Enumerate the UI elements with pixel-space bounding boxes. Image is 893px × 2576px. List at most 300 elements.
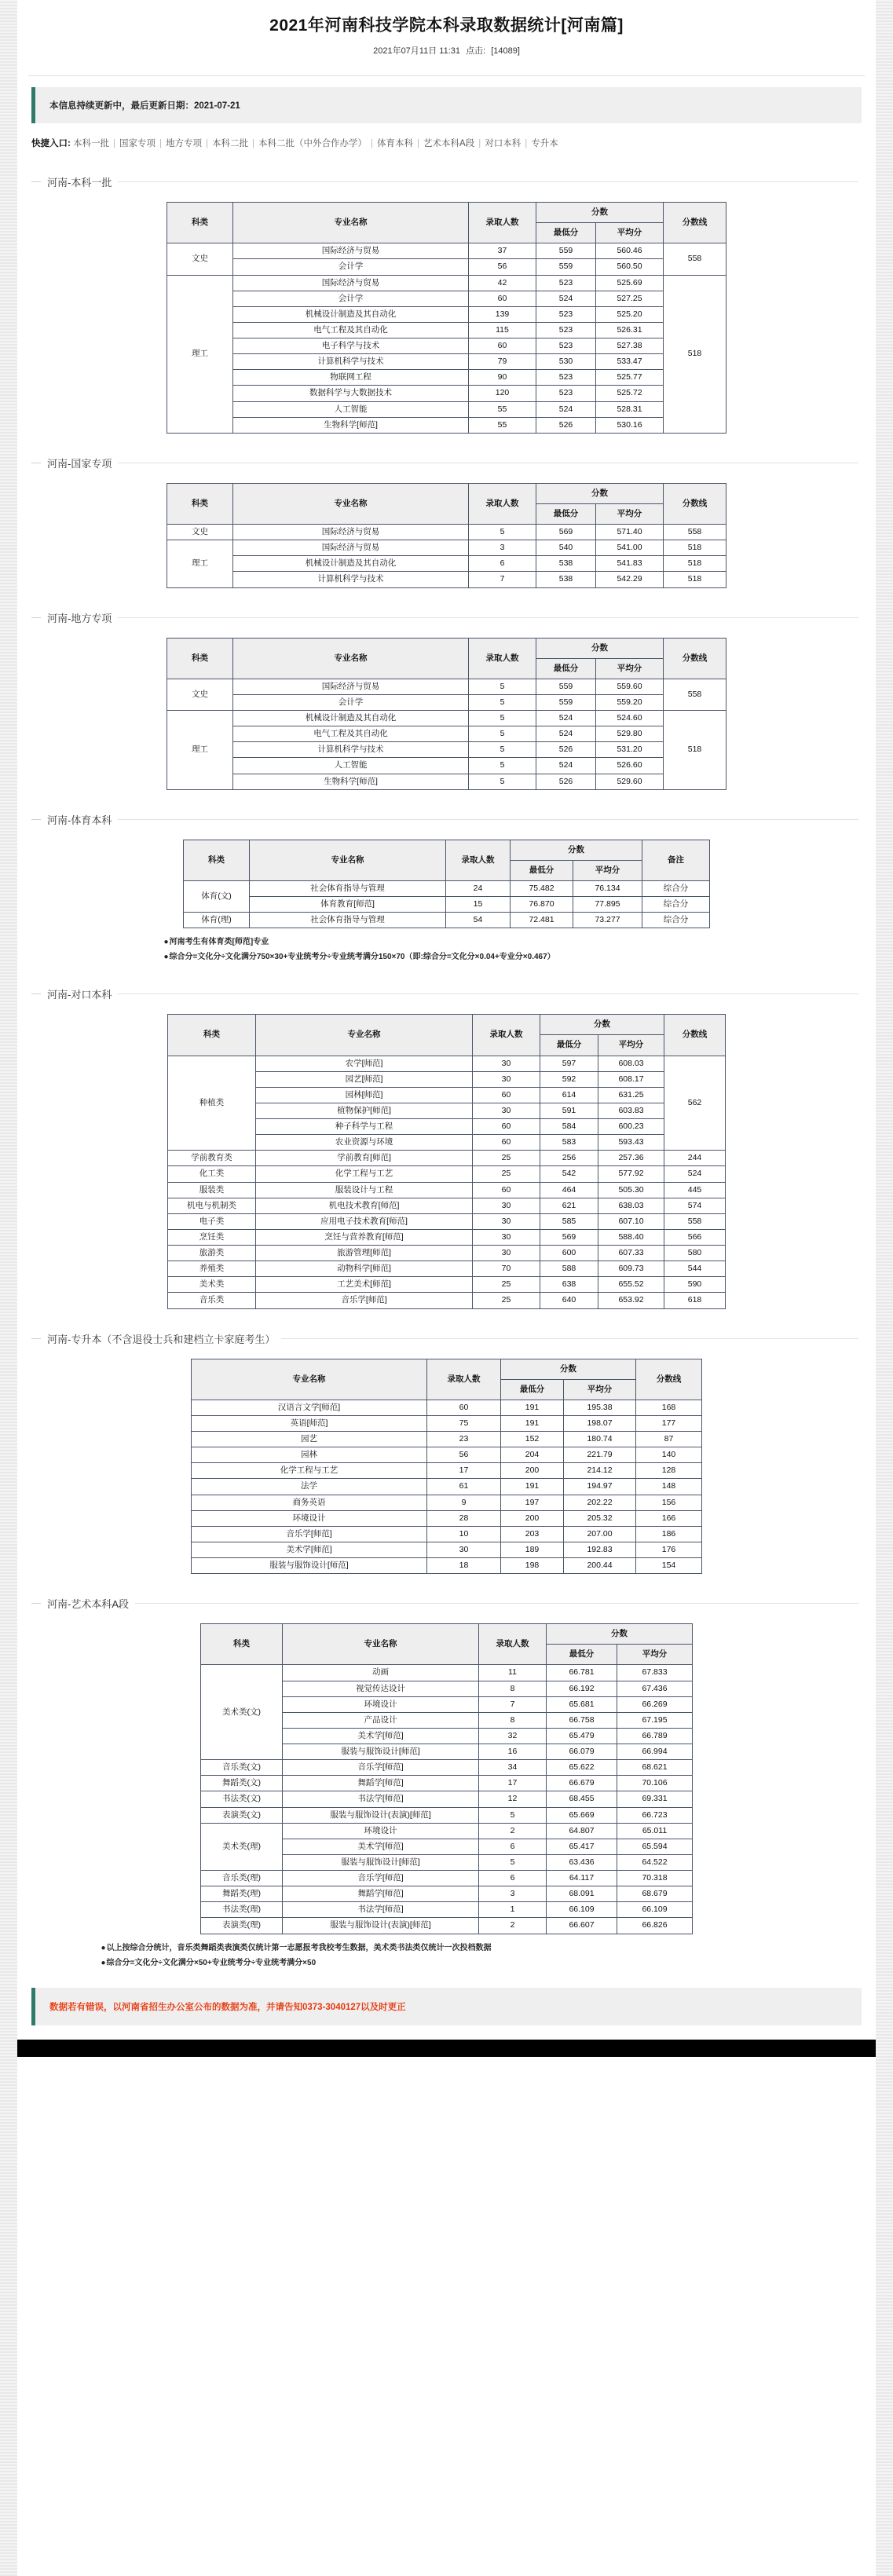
table-row bbox=[167, 694, 726, 710]
table-zsb bbox=[191, 1359, 702, 1575]
notes-inner bbox=[164, 935, 730, 964]
cell-min-score: 200 bbox=[501, 1510, 564, 1526]
quick-link-2[interactable]: 国家专项 bbox=[119, 139, 156, 149]
cell-enrolled: 60 bbox=[473, 1182, 540, 1198]
cell-avg-score: 527.25 bbox=[596, 291, 664, 306]
left-edge-decoration bbox=[0, 0, 17, 2576]
table-wrapper bbox=[17, 1014, 876, 1308]
cell-enrolled: 60 bbox=[469, 338, 536, 354]
cell-enrolled: 60 bbox=[427, 1400, 501, 1415]
table-row bbox=[192, 1495, 702, 1510]
table-row bbox=[167, 243, 726, 259]
cell-avg-score: 202.22 bbox=[564, 1495, 636, 1510]
cell-enrolled: 60 bbox=[469, 291, 536, 306]
cell-avg-score: 593.43 bbox=[598, 1135, 664, 1151]
cell-enrolled: 5 bbox=[469, 726, 536, 742]
cell-min-score: 600 bbox=[540, 1246, 598, 1261]
quick-links-list bbox=[73, 139, 558, 148]
cell-min-score: 542 bbox=[540, 1166, 598, 1182]
cell-avg-score: 529.80 bbox=[596, 726, 664, 742]
cell-avg-score: 608.17 bbox=[598, 1071, 664, 1087]
cell-score-line: 574 bbox=[664, 1198, 726, 1213]
cell-min-score: 538 bbox=[536, 572, 596, 587]
cell-avg-score: 609.73 bbox=[598, 1261, 664, 1277]
table-head bbox=[184, 840, 710, 880]
cell-major: 机电技术教育[师范] bbox=[256, 1198, 473, 1213]
cell-major: 商务英语 bbox=[192, 1495, 427, 1510]
cell-major: 电子科学与技术 bbox=[233, 338, 469, 354]
cell-category: 音乐类 bbox=[168, 1293, 256, 1308]
quick-link-9[interactable]: 专升本 bbox=[531, 139, 558, 149]
cell-avg-score: 541.83 bbox=[596, 556, 664, 572]
cell-min-score: 523 bbox=[536, 322, 596, 338]
cell-avg-score: 527.38 bbox=[596, 338, 664, 354]
cell-category: 美术类(理) bbox=[201, 1823, 283, 1870]
cell-enrolled: 34 bbox=[479, 1760, 547, 1776]
cell-major: 计算机科学与技术 bbox=[233, 354, 469, 370]
section-header bbox=[17, 986, 876, 1001]
header-row-top bbox=[167, 483, 726, 503]
table-body bbox=[167, 679, 726, 789]
cell-avg-score: 531.20 bbox=[596, 742, 664, 758]
cell-enrolled: 55 bbox=[469, 401, 536, 417]
table-row bbox=[192, 1463, 702, 1479]
table-row bbox=[168, 1056, 726, 1071]
cell-score-line: 558 bbox=[664, 1213, 726, 1229]
column-header: 分数 bbox=[536, 638, 664, 658]
column-header: 专业名称 bbox=[233, 483, 469, 524]
table-row bbox=[167, 525, 726, 540]
cell-min-score: 65.669 bbox=[547, 1807, 617, 1823]
column-header: 科类 bbox=[201, 1624, 283, 1665]
section-dash bbox=[31, 819, 41, 820]
cell-avg-score: 607.33 bbox=[598, 1246, 664, 1261]
cell-avg-score: 67.436 bbox=[617, 1681, 693, 1696]
cell-min-score: 76.870 bbox=[511, 897, 573, 913]
cell-min-score: 75.482 bbox=[511, 880, 573, 896]
quick-link-3[interactable]: 地方专项 bbox=[166, 139, 203, 149]
section-notes bbox=[17, 935, 876, 964]
table-head bbox=[201, 1624, 693, 1665]
cell-major: 国际经济与贸易 bbox=[233, 525, 469, 540]
cell-major: 国际经济与贸易 bbox=[233, 679, 469, 694]
section-dash bbox=[31, 181, 41, 182]
quick-link-5[interactable]: 本科二批（中外合作办学） bbox=[258, 139, 368, 149]
column-header: 录取人数 bbox=[479, 1624, 547, 1665]
cell-avg-score: 65.011 bbox=[617, 1823, 693, 1839]
cell-enrolled: 25 bbox=[473, 1277, 540, 1293]
cell-major: 服装与服饰设计[师范] bbox=[192, 1558, 427, 1574]
quick-link-7[interactable]: 艺术本科A段 bbox=[423, 139, 475, 149]
cell-major: 数据科学与大数据技术 bbox=[233, 386, 469, 401]
cell-category: 舞蹈类(理) bbox=[201, 1886, 283, 1902]
column-header: 分数 bbox=[536, 203, 664, 223]
column-header: 平均分 bbox=[598, 1035, 664, 1056]
column-header: 录取人数 bbox=[427, 1359, 501, 1400]
bullet-icon: ● bbox=[101, 1943, 106, 1952]
quick-link-separator: | bbox=[252, 139, 255, 149]
cell-major: 计算机科学与技术 bbox=[233, 742, 469, 758]
section-zsb bbox=[17, 1331, 876, 1575]
cell-major: 园艺[师范] bbox=[256, 1071, 473, 1087]
table-row bbox=[167, 386, 726, 401]
cell-enrolled: 60 bbox=[473, 1087, 540, 1103]
table-row bbox=[201, 1791, 693, 1807]
cell-major: 动画 bbox=[283, 1665, 479, 1681]
table-row bbox=[168, 1277, 726, 1293]
cell-enrolled: 7 bbox=[469, 572, 536, 587]
header-row-top bbox=[168, 1015, 726, 1035]
cell-min-score: 584 bbox=[540, 1119, 598, 1135]
cell-enrolled: 6 bbox=[479, 1839, 547, 1854]
cell-major: 舞蹈学[师范] bbox=[283, 1776, 479, 1791]
cell-major: 机械设计制造及其自动化 bbox=[233, 556, 469, 572]
cell-min-score: 198 bbox=[501, 1558, 564, 1574]
cell-score-line: 518 bbox=[664, 275, 726, 433]
cell-major: 音乐学[师范] bbox=[283, 1871, 479, 1886]
cell-category: 旅游类 bbox=[168, 1246, 256, 1261]
column-header: 最低分 bbox=[536, 503, 596, 524]
cell-min-score: 592 bbox=[540, 1071, 598, 1087]
note-text: 综合分=文化分÷文化满分×50+专业统考分÷专业统考满分×50 bbox=[106, 1958, 317, 1967]
cell-min-score: 72.481 bbox=[511, 913, 573, 928]
cell-enrolled: 60 bbox=[473, 1135, 540, 1151]
cell-category: 学前教育类 bbox=[168, 1151, 256, 1166]
table-ysa bbox=[200, 1623, 693, 1934]
cell-min-score: 638 bbox=[540, 1277, 598, 1293]
cell-score-line: 558 bbox=[664, 243, 726, 275]
table-head bbox=[167, 203, 726, 243]
quick-link-6[interactable]: 体育本科 bbox=[377, 139, 414, 149]
cell-avg-score: 205.32 bbox=[564, 1510, 636, 1526]
table-row bbox=[168, 1246, 726, 1261]
column-header: 备注 bbox=[642, 840, 710, 880]
cell-major: 服装与服饰设计[师范] bbox=[283, 1744, 479, 1760]
cell-score-line: 156 bbox=[636, 1495, 702, 1510]
cell-enrolled: 15 bbox=[446, 897, 511, 913]
column-header: 分数线 bbox=[664, 1015, 726, 1056]
cell-enrolled: 12 bbox=[479, 1791, 547, 1807]
table-row bbox=[168, 1293, 726, 1308]
cell-score-line: 445 bbox=[664, 1182, 726, 1198]
cell-category: 理工 bbox=[167, 711, 233, 790]
section-rule bbox=[281, 1338, 858, 1339]
cell-category: 表演类(文) bbox=[201, 1807, 283, 1823]
cell-min-score: 591 bbox=[540, 1103, 598, 1118]
column-header: 分数 bbox=[540, 1015, 664, 1035]
cell-score-line: 518 bbox=[664, 556, 726, 572]
cell-avg-score: 526.60 bbox=[596, 758, 664, 774]
quick-link-4[interactable]: 本科二批 bbox=[212, 139, 249, 149]
table-row bbox=[201, 1871, 693, 1886]
cell-enrolled: 120 bbox=[469, 386, 536, 401]
table-row bbox=[168, 1261, 726, 1277]
cell-avg-score: 526.31 bbox=[596, 322, 664, 338]
cell-major: 汉语言文学[师范] bbox=[192, 1400, 427, 1415]
cell-enrolled: 5 bbox=[469, 679, 536, 694]
cell-major: 生物科学[师范] bbox=[233, 417, 469, 433]
cell-major: 书法学[师范] bbox=[283, 1791, 479, 1807]
cell-min-score: 189 bbox=[501, 1542, 564, 1557]
table-row bbox=[167, 540, 726, 556]
note-text: 综合分=文化分÷文化满分750×30+专业统考分÷专业统考满分150×70（即:综合分=文化分×0.04+专业分×0.467） bbox=[169, 953, 555, 962]
column-header: 最低分 bbox=[547, 1645, 617, 1665]
cell-min-score: 526 bbox=[536, 742, 596, 758]
cell-avg-score: 524.60 bbox=[596, 711, 664, 726]
cell-min-score: 523 bbox=[536, 370, 596, 386]
cell-enrolled: 18 bbox=[427, 1558, 501, 1574]
quick-link-separator: | bbox=[113, 139, 116, 149]
cell-avg-score: 67.195 bbox=[617, 1712, 693, 1728]
section-tiyu bbox=[17, 812, 876, 965]
cell-enrolled: 17 bbox=[479, 1776, 547, 1791]
table-body bbox=[168, 1056, 726, 1308]
cell-major: 园艺 bbox=[192, 1432, 427, 1447]
cell-major: 服装设计与工程 bbox=[256, 1182, 473, 1198]
cell-min-score: 526 bbox=[536, 417, 596, 433]
cell-min-score: 569 bbox=[536, 525, 596, 540]
cell-enrolled: 32 bbox=[479, 1728, 547, 1744]
cell-avg-score: 525.69 bbox=[596, 275, 664, 291]
cell-enrolled: 30 bbox=[427, 1542, 501, 1557]
cell-avg-score: 638.03 bbox=[598, 1198, 664, 1213]
bullet-icon: ● bbox=[163, 938, 169, 947]
cell-enrolled: 6 bbox=[479, 1871, 547, 1886]
cell-avg-score: 529.60 bbox=[596, 774, 664, 789]
cell-min-score: 197 bbox=[501, 1495, 564, 1510]
quick-link-1[interactable]: 本科一批 bbox=[73, 139, 110, 149]
cell-major: 社会体育指导与管理 bbox=[250, 913, 446, 928]
cell-category: 服装类 bbox=[168, 1182, 256, 1198]
bullet-icon: ● bbox=[163, 953, 169, 962]
table-dkbk bbox=[167, 1014, 726, 1308]
column-header: 专业名称 bbox=[256, 1015, 473, 1056]
views-count: [14089] bbox=[491, 46, 520, 57]
cell-category: 舞蹈类(文) bbox=[201, 1776, 283, 1791]
cell-score-line: 580 bbox=[664, 1246, 726, 1261]
cell-min-score: 203 bbox=[501, 1526, 564, 1542]
table-row bbox=[167, 726, 726, 742]
cell-min-score: 64.117 bbox=[547, 1871, 617, 1886]
cell-score-line: 558 bbox=[664, 679, 726, 710]
cell-min-score: 559 bbox=[536, 259, 596, 275]
section-header bbox=[17, 812, 876, 827]
cell-min-score: 464 bbox=[540, 1182, 598, 1198]
table-row bbox=[184, 897, 710, 913]
table-row bbox=[201, 1807, 693, 1823]
document-header bbox=[17, 0, 876, 64]
cell-enrolled: 56 bbox=[427, 1447, 501, 1463]
cell-min-score: 530 bbox=[536, 354, 596, 370]
table-row bbox=[192, 1542, 702, 1557]
cell-major: 机械设计制造及其自动化 bbox=[233, 306, 469, 322]
table-row bbox=[167, 275, 726, 291]
cell-enrolled: 25 bbox=[473, 1166, 540, 1182]
cell-enrolled: 10 bbox=[427, 1526, 501, 1542]
cell-major: 社会体育指导与管理 bbox=[250, 880, 446, 896]
cell-category: 机电与机制类 bbox=[168, 1198, 256, 1213]
quick-link-separator: | bbox=[206, 139, 209, 149]
cell-score-line: 168 bbox=[636, 1400, 702, 1415]
cell-enrolled: 30 bbox=[473, 1103, 540, 1118]
cell-major: 电气工程及其自动化 bbox=[233, 726, 469, 742]
cell-min-score: 152 bbox=[501, 1432, 564, 1447]
cell-major: 美术学[师范] bbox=[192, 1542, 427, 1557]
cell-min-score: 256 bbox=[540, 1151, 598, 1166]
cell-min-score: 524 bbox=[536, 726, 596, 742]
quick-link-8[interactable]: 对口本科 bbox=[485, 139, 522, 149]
cell-major: 美术学[师范] bbox=[283, 1728, 479, 1744]
cell-enrolled: 11 bbox=[479, 1665, 547, 1681]
cell-category: 书法类(理) bbox=[201, 1902, 283, 1918]
cell-min-score: 569 bbox=[540, 1229, 598, 1245]
table-tiyu bbox=[183, 840, 710, 929]
cell-score-line: 518 bbox=[664, 572, 726, 587]
cell-enrolled: 5 bbox=[469, 742, 536, 758]
cell-min-score: 640 bbox=[540, 1293, 598, 1308]
cell-enrolled: 30 bbox=[473, 1198, 540, 1213]
cell-min-score: 524 bbox=[536, 758, 596, 774]
cell-enrolled: 60 bbox=[473, 1119, 540, 1135]
cell-avg-score: 207.00 bbox=[564, 1526, 636, 1542]
cell-min-score: 538 bbox=[536, 556, 596, 572]
cell-avg-score: 525.72 bbox=[596, 386, 664, 401]
cell-min-score: 585 bbox=[540, 1213, 598, 1229]
section-dfzx bbox=[17, 610, 876, 790]
cell-min-score: 621 bbox=[540, 1198, 598, 1213]
table-row bbox=[167, 679, 726, 694]
column-header: 科类 bbox=[184, 840, 250, 880]
cell-avg-score: 631.25 bbox=[598, 1087, 664, 1103]
cell-enrolled: 3 bbox=[469, 540, 536, 556]
table-row bbox=[201, 1665, 693, 1681]
cell-major: 产品设计 bbox=[283, 1712, 479, 1728]
table-dfzx bbox=[167, 638, 726, 790]
cell-enrolled: 30 bbox=[473, 1246, 540, 1261]
section-gjzx bbox=[17, 456, 876, 588]
cell-min-score: 65.622 bbox=[547, 1760, 617, 1776]
section-title: 河南-本科一批 bbox=[47, 177, 112, 189]
cell-major: 化学工程与工艺 bbox=[256, 1166, 473, 1182]
cell-avg-score: 180.74 bbox=[564, 1432, 636, 1447]
table-head bbox=[167, 483, 726, 524]
cell-enrolled: 5 bbox=[469, 711, 536, 726]
table-row bbox=[168, 1166, 726, 1182]
cell-score-line: 186 bbox=[636, 1526, 702, 1542]
cell-min-score: 68.091 bbox=[547, 1886, 617, 1902]
cell-enrolled: 42 bbox=[469, 275, 536, 291]
cell-min-score: 524 bbox=[536, 401, 596, 417]
cell-category: 种植类 bbox=[168, 1056, 256, 1151]
header-row-top bbox=[184, 840, 710, 860]
cell-avg-score: 64.522 bbox=[617, 1854, 693, 1870]
cell-major: 服装与服饰设计[师范] bbox=[283, 1854, 479, 1870]
cell-avg-score: 600.23 bbox=[598, 1119, 664, 1135]
section-title: 河南-国家专项 bbox=[47, 457, 112, 470]
cell-major: 音乐学[师范] bbox=[283, 1760, 479, 1776]
table-body bbox=[167, 525, 726, 588]
column-header: 平均分 bbox=[573, 860, 642, 880]
cell-score-line: 148 bbox=[636, 1479, 702, 1495]
table-row bbox=[167, 338, 726, 354]
cell-enrolled: 5 bbox=[469, 758, 536, 774]
cell-major: 音乐学[师范] bbox=[256, 1293, 473, 1308]
cell-major: 服装与服饰设计(表演)[师范] bbox=[283, 1807, 479, 1823]
cell-enrolled: 23 bbox=[427, 1432, 501, 1447]
cell-avg-score: 194.97 bbox=[564, 1479, 636, 1495]
cell-major: 农业资源与环境 bbox=[256, 1135, 473, 1151]
bullet-icon: ● bbox=[101, 1958, 106, 1967]
section-dash bbox=[31, 1603, 41, 1604]
cell-avg-score: 577.92 bbox=[598, 1166, 664, 1182]
cell-avg-score: 66.269 bbox=[617, 1696, 693, 1712]
cell-enrolled: 7 bbox=[479, 1696, 547, 1712]
table-wrapper bbox=[17, 1359, 876, 1575]
quick-link-separator: | bbox=[159, 139, 163, 149]
cell-major: 人工智能 bbox=[233, 758, 469, 774]
section-title: 河南-地方专项 bbox=[47, 612, 112, 624]
column-header: 科类 bbox=[167, 203, 233, 243]
cell-category: 养殖类 bbox=[168, 1261, 256, 1277]
cell-enrolled: 6 bbox=[469, 556, 536, 572]
cell-enrolled: 25 bbox=[473, 1293, 540, 1308]
cell-score-line: 87 bbox=[636, 1432, 702, 1447]
cell-score-line: 154 bbox=[636, 1558, 702, 1574]
cell-min-score: 66.079 bbox=[547, 1744, 617, 1760]
table-row bbox=[201, 1776, 693, 1791]
cell-avg-score: 505.30 bbox=[598, 1182, 664, 1198]
cell-min-score: 559 bbox=[536, 243, 596, 259]
table-row bbox=[201, 1886, 693, 1902]
cell-category: 音乐类(理) bbox=[201, 1871, 283, 1886]
table-wrapper bbox=[17, 483, 876, 588]
cell-avg-score: 542.29 bbox=[596, 572, 664, 587]
table-row bbox=[168, 1229, 726, 1245]
table-row bbox=[184, 913, 710, 928]
cell-enrolled: 139 bbox=[469, 306, 536, 322]
cell-min-score: 523 bbox=[536, 338, 596, 354]
cell-score-line: 128 bbox=[636, 1463, 702, 1479]
cell-avg-score: 530.16 bbox=[596, 417, 664, 433]
cell-major: 国际经济与贸易 bbox=[233, 540, 469, 556]
cell-score-line: 544 bbox=[664, 1261, 726, 1277]
cell-category: 美术类(文) bbox=[201, 1665, 283, 1760]
cell-enrolled: 1 bbox=[479, 1902, 547, 1918]
cell-major: 服装与服饰设计(表演)[师范] bbox=[283, 1918, 479, 1934]
publish-meta bbox=[17, 44, 876, 57]
cell-major: 工艺美术[师范] bbox=[256, 1277, 473, 1293]
column-header: 录取人数 bbox=[469, 638, 536, 679]
cell-avg-score: 257.36 bbox=[598, 1151, 664, 1166]
column-header: 分数线 bbox=[664, 203, 726, 243]
cell-major: 物联网工程 bbox=[233, 370, 469, 386]
cell-avg-score: 608.03 bbox=[598, 1056, 664, 1071]
cell-major: 旅游管理[师范] bbox=[256, 1246, 473, 1261]
cell-category: 音乐类(文) bbox=[201, 1760, 283, 1776]
column-header: 专业名称 bbox=[250, 840, 446, 880]
header-row-top bbox=[167, 203, 726, 223]
cell-avg-score: 66.723 bbox=[617, 1807, 693, 1823]
section-bk1 bbox=[17, 174, 876, 434]
section-header bbox=[17, 174, 876, 189]
cell-avg-score: 195.38 bbox=[564, 1400, 636, 1415]
table-row bbox=[168, 1198, 726, 1213]
table-row bbox=[167, 259, 726, 275]
table-row bbox=[192, 1447, 702, 1463]
table-row bbox=[168, 1151, 726, 1166]
cell-enrolled: 30 bbox=[473, 1229, 540, 1245]
cell-major: 美术学[师范] bbox=[283, 1839, 479, 1854]
